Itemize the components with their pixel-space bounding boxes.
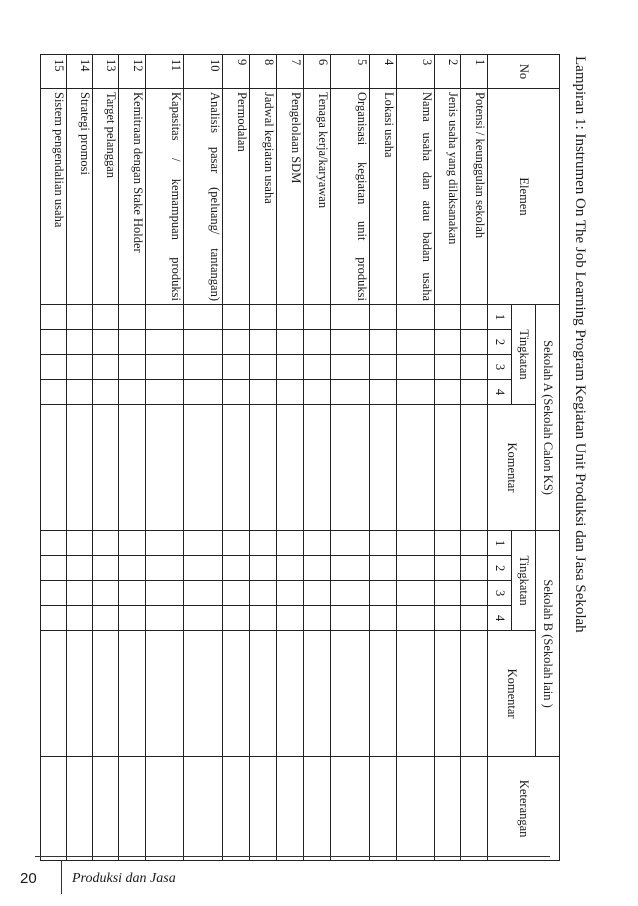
row-elemen: Permodalan — [222, 89, 249, 305]
empty-cell — [276, 380, 303, 405]
empty-cell — [222, 355, 249, 380]
empty-cell — [369, 355, 396, 380]
empty-cell — [434, 355, 460, 380]
empty-cell — [41, 330, 67, 355]
empty-cell — [93, 631, 119, 757]
empty-cell — [304, 757, 331, 861]
empty-cell — [434, 380, 460, 405]
row-number: 4 — [369, 55, 396, 89]
row-number: 8 — [249, 55, 276, 89]
empty-cell — [460, 581, 487, 606]
empty-cell — [434, 631, 460, 757]
empty-cell — [41, 606, 67, 631]
empty-cell — [249, 405, 276, 531]
empty-cell — [222, 757, 249, 861]
empty-cell — [119, 581, 146, 606]
row-number: 11 — [146, 55, 184, 89]
empty-cell — [249, 757, 276, 861]
empty-cell — [119, 757, 146, 861]
empty-cell — [146, 631, 184, 757]
empty-cell — [369, 330, 396, 355]
empty-cell — [93, 531, 119, 556]
table-row — [119, 55, 146, 861]
empty-cell — [67, 757, 93, 861]
empty-cell — [304, 531, 331, 556]
table-row — [67, 55, 93, 861]
empty-cell — [249, 305, 276, 330]
empty-cell — [93, 556, 119, 581]
empty-cell — [331, 631, 369, 757]
empty-cell — [304, 581, 331, 606]
empty-cell — [93, 405, 119, 531]
empty-cell — [41, 757, 67, 861]
table-row — [41, 55, 67, 861]
empty-cell — [396, 380, 434, 405]
empty-cell — [222, 581, 249, 606]
table-row — [184, 55, 222, 861]
table-body — [41, 55, 488, 861]
empty-cell — [67, 531, 93, 556]
header-tingkatan-b: Tingkatan — [512, 531, 536, 631]
level-a-2: 2 — [488, 330, 512, 355]
empty-cell — [434, 330, 460, 355]
empty-cell — [41, 531, 67, 556]
empty-cell — [119, 556, 146, 581]
empty-cell — [67, 305, 93, 330]
empty-cell — [249, 355, 276, 380]
empty-cell — [222, 380, 249, 405]
empty-cell — [276, 355, 303, 380]
empty-cell — [184, 305, 222, 330]
book-title: Produksi dan Jasa — [72, 871, 176, 886]
empty-cell — [146, 531, 184, 556]
row-number: 1 — [460, 55, 487, 89]
empty-cell — [276, 330, 303, 355]
empty-cell — [331, 757, 369, 861]
row-number: 15 — [41, 55, 67, 89]
empty-cell — [276, 606, 303, 631]
empty-cell — [331, 405, 369, 531]
empty-cell — [146, 355, 184, 380]
empty-cell — [146, 305, 184, 330]
row-elemen: Target pelanggan — [93, 89, 119, 305]
row-elemen: Lokasi usaha — [369, 89, 396, 305]
empty-cell — [396, 405, 434, 531]
empty-cell — [331, 380, 369, 405]
empty-cell — [460, 556, 487, 581]
empty-cell — [434, 606, 460, 631]
empty-cell — [184, 330, 222, 355]
empty-cell — [249, 531, 276, 556]
empty-cell — [396, 355, 434, 380]
table-row — [434, 55, 460, 861]
empty-cell — [304, 380, 331, 405]
empty-cell — [222, 405, 249, 531]
empty-cell — [396, 631, 434, 757]
row-number: 12 — [119, 55, 146, 89]
row-number: 3 — [396, 55, 434, 89]
empty-cell — [41, 305, 67, 330]
table-row — [249, 55, 276, 861]
instrument-table — [40, 54, 560, 861]
empty-cell — [119, 380, 146, 405]
empty-cell — [222, 305, 249, 330]
row-elemen: Tenaga kerja/karyawan — [304, 89, 331, 305]
empty-cell — [184, 581, 222, 606]
empty-cell — [41, 355, 67, 380]
row-number: 7 — [276, 55, 303, 89]
row-elemen: Analisis pasar (peluang/ tantangan) — [184, 89, 222, 305]
page-title: Lampiran 1: Instrumen On The Job Learning Program Kegiatan Unit Produksi dan Jasa Sekolah — [572, 56, 588, 633]
empty-cell — [369, 606, 396, 631]
empty-cell — [396, 305, 434, 330]
empty-cell — [249, 581, 276, 606]
level-b-3: 3 — [488, 581, 512, 606]
table-row — [396, 55, 434, 861]
empty-cell — [41, 631, 67, 757]
row-elemen: Pengelolaan SDM — [276, 89, 303, 305]
header-sekolah-a: Sekolah A (Sekolah Calon KS) — [536, 305, 560, 531]
table-row — [369, 55, 396, 861]
empty-cell — [304, 330, 331, 355]
level-b-1: 1 — [488, 531, 512, 556]
empty-cell — [369, 531, 396, 556]
empty-cell — [276, 757, 303, 861]
empty-cell — [184, 405, 222, 531]
empty-cell — [249, 606, 276, 631]
empty-cell — [396, 757, 434, 861]
row-elemen: Kemitraan dengan Stake Holder — [119, 89, 146, 305]
empty-cell — [184, 757, 222, 861]
empty-cell — [222, 556, 249, 581]
empty-cell — [369, 405, 396, 531]
empty-cell — [119, 330, 146, 355]
header-keterangan: Keterangan — [488, 757, 560, 861]
empty-cell — [396, 581, 434, 606]
empty-cell — [460, 355, 487, 380]
empty-cell — [369, 631, 396, 757]
header-no: No — [488, 55, 560, 89]
empty-cell — [460, 380, 487, 405]
empty-cell — [369, 757, 396, 861]
empty-cell — [369, 305, 396, 330]
empty-cell — [460, 405, 487, 531]
empty-cell — [331, 556, 369, 581]
empty-cell — [93, 757, 119, 861]
row-number: 5 — [331, 55, 369, 89]
empty-cell — [331, 330, 369, 355]
empty-cell — [119, 355, 146, 380]
empty-cell — [93, 330, 119, 355]
header-komentar-b: Komentar — [488, 631, 536, 757]
empty-cell — [396, 330, 434, 355]
empty-cell — [331, 305, 369, 330]
empty-cell — [460, 531, 487, 556]
empty-cell — [460, 606, 487, 631]
empty-cell — [276, 556, 303, 581]
empty-cell — [396, 606, 434, 631]
empty-cell — [93, 380, 119, 405]
empty-cell — [67, 405, 93, 531]
footer-separator — [61, 860, 62, 894]
header-sekolah-b: Sekolah B (Sekolah lain ) — [536, 531, 560, 757]
empty-cell — [146, 330, 184, 355]
empty-cell — [369, 380, 396, 405]
row-elemen: Strategi promosi — [67, 89, 93, 305]
empty-cell — [276, 531, 303, 556]
empty-cell — [434, 757, 460, 861]
row-elemen: Sistem pengendalian usaha — [41, 89, 67, 305]
empty-cell — [184, 556, 222, 581]
table-row — [146, 55, 184, 861]
empty-cell — [434, 305, 460, 330]
empty-cell — [276, 631, 303, 757]
empty-cell — [119, 305, 146, 330]
empty-cell — [67, 556, 93, 581]
empty-cell — [222, 330, 249, 355]
empty-cell — [396, 531, 434, 556]
level-b-4: 4 — [488, 606, 512, 631]
empty-cell — [249, 330, 276, 355]
header-komentar-a: Komentar — [488, 405, 536, 531]
table-row — [222, 55, 249, 861]
empty-cell — [460, 631, 487, 757]
empty-cell — [41, 581, 67, 606]
row-number: 6 — [304, 55, 331, 89]
empty-cell — [119, 531, 146, 556]
empty-cell — [276, 305, 303, 330]
page-number: 20 — [20, 870, 37, 887]
empty-cell — [146, 380, 184, 405]
empty-cell — [93, 606, 119, 631]
row-elemen: Kapasitas / kemampuan produksi — [146, 89, 184, 305]
level-a-4: 4 — [488, 380, 512, 405]
empty-cell — [304, 355, 331, 380]
empty-cell — [304, 556, 331, 581]
empty-cell — [146, 757, 184, 861]
row-elemen: Organisasi kegiatan unit produksi — [331, 89, 369, 305]
empty-cell — [146, 606, 184, 631]
header-elemen: Elemen — [488, 89, 560, 305]
empty-cell — [434, 556, 460, 581]
empty-cell — [369, 581, 396, 606]
empty-cell — [146, 581, 184, 606]
empty-cell — [460, 757, 487, 861]
empty-cell — [222, 631, 249, 757]
empty-cell — [276, 581, 303, 606]
table-row — [276, 55, 303, 861]
empty-cell — [276, 405, 303, 531]
row-elemen: Jadwal kegiatan usaha — [249, 89, 276, 305]
empty-cell — [304, 405, 331, 531]
empty-cell — [331, 606, 369, 631]
footer-rule — [35, 856, 550, 857]
empty-cell — [222, 531, 249, 556]
empty-cell — [304, 631, 331, 757]
empty-cell — [331, 355, 369, 380]
empty-cell — [41, 380, 67, 405]
row-elemen: Nama usaha dan atau badan usaha — [396, 89, 434, 305]
empty-cell — [304, 606, 331, 631]
empty-cell — [184, 606, 222, 631]
empty-cell — [119, 606, 146, 631]
empty-cell — [331, 531, 369, 556]
row-number: 13 — [93, 55, 119, 89]
row-elemen: Potensi / keunggulan sekolah — [460, 89, 487, 305]
empty-cell — [93, 305, 119, 330]
table-row — [331, 55, 369, 861]
empty-cell — [184, 631, 222, 757]
empty-cell — [146, 556, 184, 581]
empty-cell — [184, 380, 222, 405]
empty-cell — [184, 531, 222, 556]
empty-cell — [434, 581, 460, 606]
header-tingkatan-a: Tingkatan — [512, 305, 536, 405]
table-row — [460, 55, 487, 861]
row-number: 9 — [222, 55, 249, 89]
empty-cell — [93, 355, 119, 380]
empty-cell — [41, 556, 67, 581]
empty-cell — [460, 305, 487, 330]
empty-cell — [119, 631, 146, 757]
empty-cell — [304, 305, 331, 330]
empty-cell — [222, 606, 249, 631]
empty-cell — [249, 556, 276, 581]
empty-cell — [119, 405, 146, 531]
empty-cell — [434, 405, 460, 531]
empty-cell — [67, 355, 93, 380]
row-number: 2 — [434, 55, 460, 89]
empty-cell — [184, 355, 222, 380]
empty-cell — [249, 380, 276, 405]
empty-cell — [67, 380, 93, 405]
level-a-3: 3 — [488, 355, 512, 380]
empty-cell — [67, 581, 93, 606]
empty-cell — [146, 405, 184, 531]
empty-cell — [67, 330, 93, 355]
empty-cell — [434, 531, 460, 556]
empty-cell — [396, 556, 434, 581]
empty-cell — [331, 581, 369, 606]
empty-cell — [249, 631, 276, 757]
empty-cell — [93, 581, 119, 606]
empty-cell — [67, 606, 93, 631]
empty-cell — [67, 631, 93, 757]
empty-cell — [460, 330, 487, 355]
table-row — [304, 55, 331, 861]
row-elemen: Jenis usaha yang dilaksanakan — [434, 89, 460, 305]
empty-cell — [41, 405, 67, 531]
level-b-2: 2 — [488, 556, 512, 581]
level-a-1: 1 — [488, 305, 512, 330]
row-number: 10 — [184, 55, 222, 89]
row-number: 14 — [67, 55, 93, 89]
table-row — [93, 55, 119, 861]
empty-cell — [369, 556, 396, 581]
